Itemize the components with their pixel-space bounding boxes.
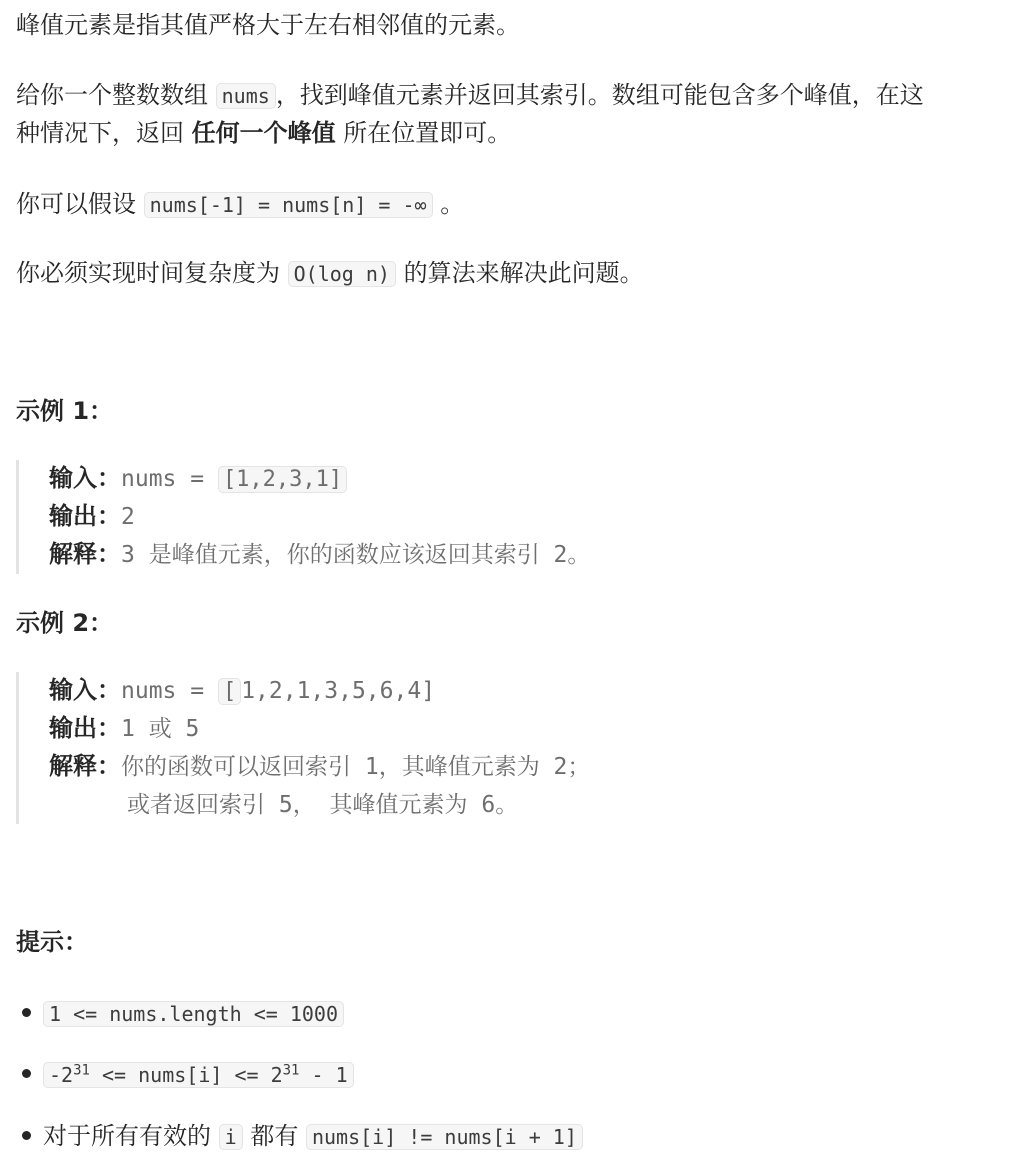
intro-text: 你必须实现时间复杂度为 — [16, 259, 288, 287]
bullet-icon — [22, 1008, 31, 1017]
hint-text: 对于所有有效的 — [43, 1122, 219, 1150]
hint-item-3 — [16, 1117, 583, 1156]
inline-code-complexity: O(log n) — [288, 261, 396, 287]
intro-paragraph-1 — [16, 6, 520, 44]
input-prefix: nums = — [121, 678, 218, 704]
example-2-input — [49, 672, 590, 710]
explain-text-line-1: 你的函数可以返回索引 1，其峰值元素为 2； — [121, 754, 591, 780]
hint-text: -2 — [49, 1063, 74, 1087]
example-2-explanation — [49, 748, 590, 786]
intro-paragraph-2-cont — [16, 114, 511, 152]
intro-text: 的算法来解决此问题。 — [395, 259, 644, 287]
exponent: 31 — [73, 1062, 90, 1079]
explain-label: 解释： — [49, 752, 121, 780]
intro-text: 。 — [432, 190, 465, 218]
hint-code: 1 <= nums.length <= 1000 — [43, 1001, 344, 1027]
explain-text: 3 是峰值元素，你的函数应该返回其索引 2。 — [121, 542, 591, 568]
input-array: [1,2,3,1] — [218, 466, 347, 493]
input-array-bracket: [ — [218, 678, 241, 705]
explain-text-line-2: 或者返回索引 5， 其峰值元素为 6。 — [127, 792, 519, 818]
input-label: 输入： — [49, 676, 121, 704]
example-1-title: 示例 1： — [16, 397, 114, 425]
example-2-explanation-cont — [49, 786, 590, 824]
output-value: 2 — [121, 504, 135, 530]
example-2-title: 示例 2： — [16, 609, 114, 637]
intro-paragraph-3 — [16, 185, 464, 224]
input-array-rest: 1,2,1,3,5,6,4] — [241, 678, 436, 704]
hint-code-i: i — [219, 1124, 243, 1150]
hint-code-neq: nums[i] != nums[i + 1] — [306, 1124, 583, 1150]
output-label: 输出： — [49, 502, 121, 530]
exponent: 31 — [282, 1062, 300, 1079]
intro-text: 给你一个整数数组 — [16, 81, 216, 109]
intro-text: ，找到峰值元素并返回其索引。数组可能包含多个峰值，在这 — [275, 81, 924, 109]
intro-text: 种情况下，返回 — [16, 119, 192, 147]
hint-text: 都有 — [242, 1122, 306, 1150]
intro-paragraph-4 — [16, 254, 644, 293]
intro-text: 你可以假设 — [16, 190, 144, 218]
example-2-output — [49, 710, 590, 748]
example-1-block — [16, 460, 590, 574]
example-2-block — [16, 672, 590, 824]
hint-text: - 1 — [299, 1063, 348, 1087]
input-label: 输入： — [49, 464, 121, 492]
bold-text: 任何一个峰值 — [191, 119, 336, 147]
output-label: 输出： — [49, 714, 121, 742]
example-1-output — [49, 498, 590, 536]
inline-code-nums: nums — [216, 83, 276, 109]
bullet-icon — [22, 1131, 31, 1140]
intro-text: 峰值元素是指其值严格大于左右相邻值的元素。 — [16, 11, 520, 39]
bullet-icon — [22, 1069, 31, 1078]
hint-item-2 — [16, 1055, 354, 1094]
inline-code-assumption: nums[-1] = nums[n] = -∞ — [144, 192, 433, 218]
intro-text: 所在位置即可。 — [335, 119, 512, 147]
intro-paragraph-2 — [16, 76, 924, 115]
output-value: 1 或 5 — [121, 716, 200, 742]
hint-code-range — [43, 1062, 354, 1088]
example-1-explanation — [49, 536, 590, 574]
hints-title: 提示： — [16, 928, 88, 956]
input-prefix: nums = — [121, 466, 218, 492]
explain-label: 解释： — [49, 540, 121, 568]
hint-item-1 — [16, 994, 344, 1033]
hint-text: <= nums[i] <= 2 — [89, 1063, 283, 1087]
example-1-input — [49, 460, 590, 498]
